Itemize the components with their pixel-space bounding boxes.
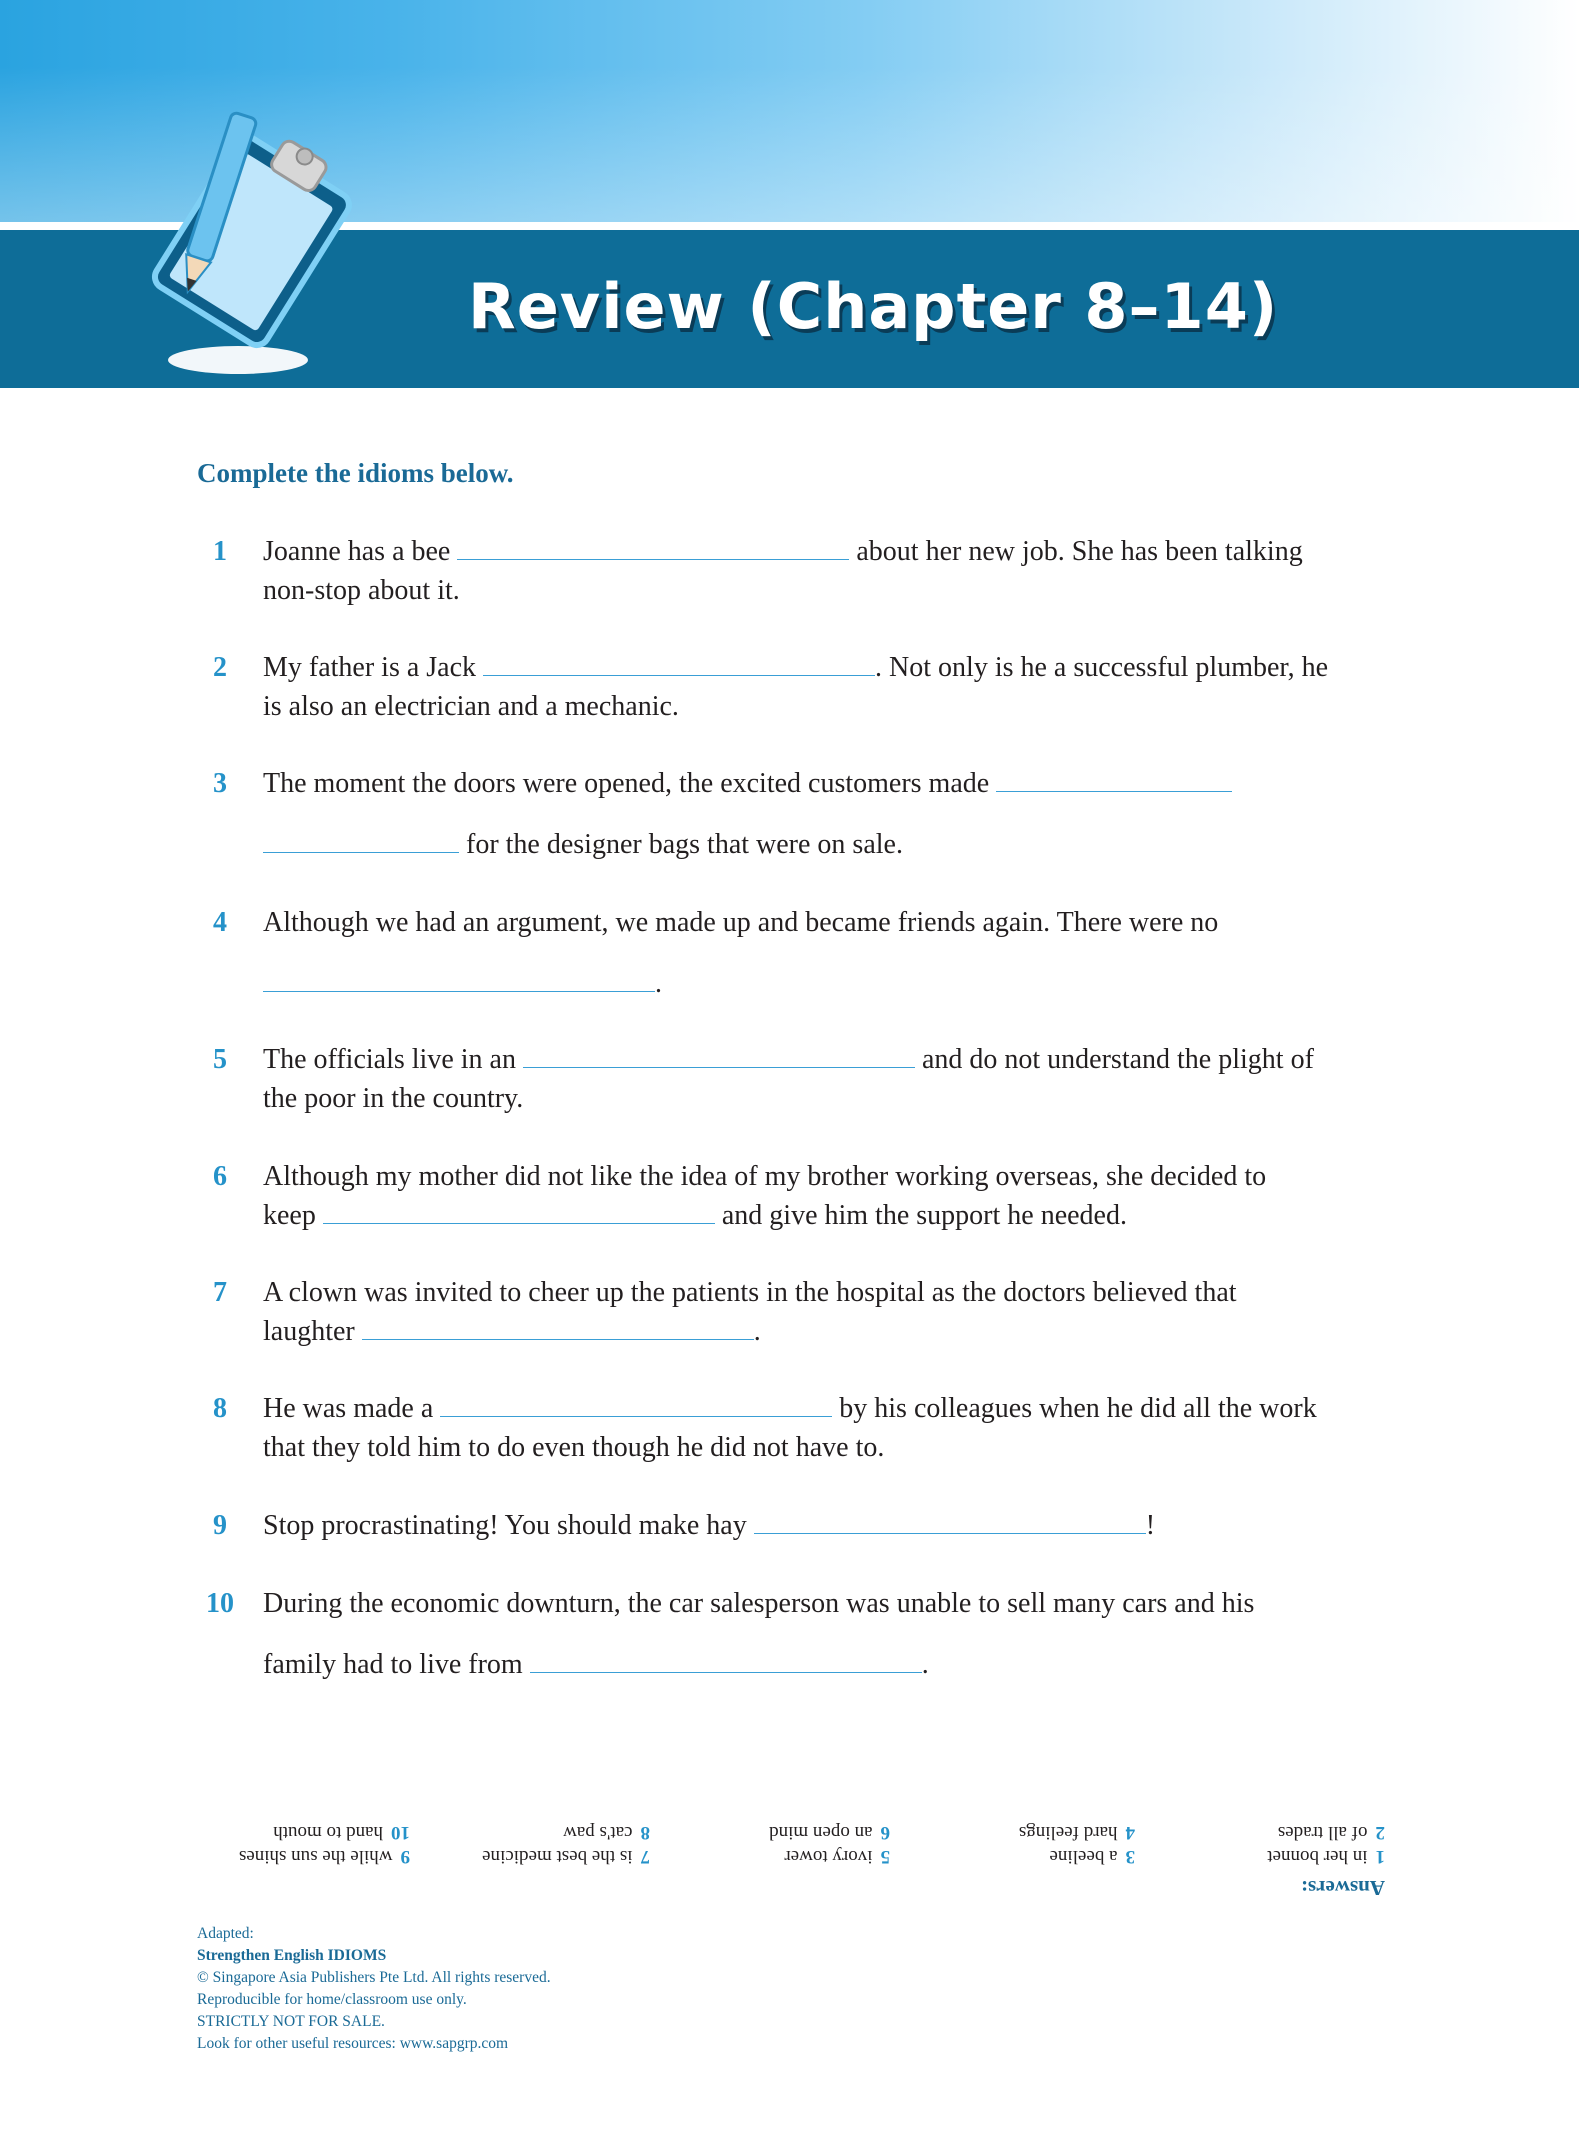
answer-blank-2[interactable] [483,649,875,676]
copyright-footer: Adapted: Strengthen English IDIOMS © Singapore Asia Publishers Pte Ltd. All rights reserved. Reproducible for home/classroom use only. STRICTLY NOT FOR SALE. Look for other useful resources: www.sapgrp.com [197,1925,551,2052]
page-title: Review (Chapter 8–14) [468,270,1279,343]
question-number: 3 [213,768,227,799]
answer-blank-3a[interactable] [996,765,1232,792]
question-number: 7 [213,1277,227,1308]
answer-blank-5[interactable] [523,1041,915,1068]
answer-blank-3b[interactable] [263,826,459,853]
question-number: 8 [213,1393,227,1424]
answer-item: 9while the sun shines [238,1846,410,1867]
answer-blank-10[interactable] [530,1646,922,1673]
answer-blank-8[interactable] [440,1390,832,1417]
answer-item: 2of all trades [1277,1822,1385,1843]
answers-title: Answers: [1301,1876,1385,1900]
clipboard-pencil-icon [120,110,360,380]
question-number: 4 [213,907,227,938]
answer-item: 10hand to mouth [273,1822,410,1843]
instruction-heading: Complete the idioms below. [197,458,514,488]
question-number: 5 [213,1044,227,1075]
answer-item: 1in her bonnet [1267,1846,1385,1867]
answer-item: 6an open mind [769,1822,890,1843]
answer-blank-1[interactable] [457,533,849,560]
question-number: 6 [213,1161,227,1192]
answer-blank-6[interactable] [323,1197,715,1224]
question-number: 1 [213,536,227,567]
answer-item: 7is the best medicine [482,1846,650,1867]
answer-blank-9[interactable] [754,1507,1146,1534]
answer-blank-4[interactable] [263,965,655,992]
answer-item: 4hard feelings [1018,1822,1135,1843]
answer-item: 8cat's paw [563,1822,650,1843]
answer-item: 5ivory tower [784,1846,890,1867]
question-number: 10 [206,1588,234,1619]
answer-item: 3a beeline [1049,1846,1135,1867]
answer-blank-7[interactable] [362,1313,754,1340]
answer-key [200,1800,1385,1900]
question-number: 2 [213,652,227,683]
question-number: 9 [213,1510,227,1541]
